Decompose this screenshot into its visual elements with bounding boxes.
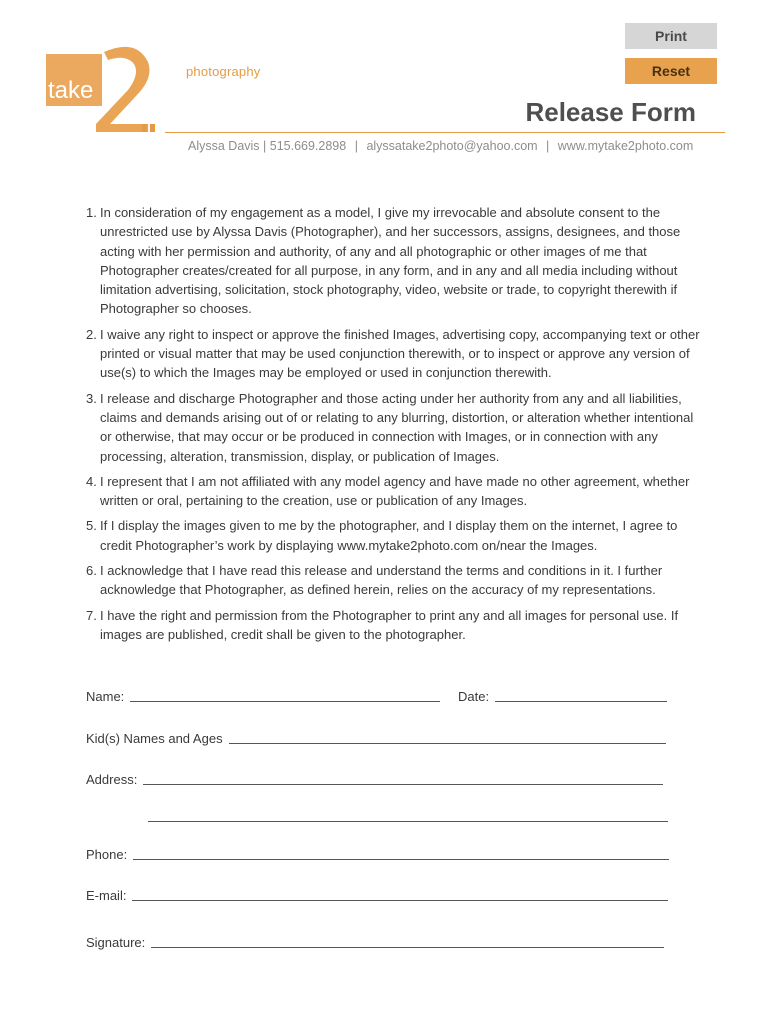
clause-4: 4. I represent that I am not affiliated with any model agency and have made no other agreement, whether written or oral, pertaining to the creation, use or publication of any Images. bbox=[86, 473, 690, 509]
address-field[interactable] bbox=[86, 772, 663, 787]
address-label: Address: bbox=[86, 772, 138, 787]
date-field[interactable] bbox=[458, 689, 667, 704]
signature-label: Signature: bbox=[86, 935, 146, 950]
contact-separator: | bbox=[546, 139, 550, 153]
clause-2: 2. I waive any right to inspect or approve the finished Images, advertising copy, accompanying text or other printed or visual matter that may be used conjunction therewith, or to inspect or approve any version of use(s) to which the Images may be employed or used in conjunction therewith. bbox=[86, 326, 700, 381]
contact-website: www.mytake2photo.com bbox=[557, 139, 694, 153]
page-title: Release Form bbox=[525, 97, 696, 127]
name-input-line[interactable] bbox=[130, 701, 440, 702]
clause-3: 3. I release and discharge Photographer and those acting under her authority from any and all liabilities, claims and demands arising out of or relating to any blurring, distortion, or alteration whether intentional or otherwise, that may occur or be produced in connection with Images, or in connection with any processing, alteration, transmission, display, or publication of Images. bbox=[86, 390, 694, 464]
clause-5: 5. If I display the images given to me by the photographer, and I display them on the internet, I agree to credit Photographer’s work by displaying www.mytake2photo.com on/near the Images. bbox=[86, 518, 678, 553]
name-field[interactable] bbox=[86, 689, 440, 704]
name-label: Name: bbox=[86, 689, 125, 704]
phone-label: Phone: bbox=[86, 847, 128, 862]
signature-field[interactable] bbox=[86, 935, 664, 950]
logo-take-text: take bbox=[48, 77, 94, 104]
date-input-line[interactable] bbox=[495, 701, 667, 702]
email-label: E-mail: bbox=[86, 888, 127, 903]
contact-email: alyssatake2photo@yahoo.com bbox=[366, 139, 538, 153]
logo-photography-text: photography bbox=[186, 64, 261, 79]
take2-logo bbox=[44, 44, 194, 139]
clause-6: 6. I acknowledge that I have read this release and understand the terms and conditions in it. I further acknowledge that Photographer, as defined herein, relies on the accuracy of my representations. bbox=[86, 563, 663, 598]
logo-dot-1 bbox=[142, 124, 147, 132]
email-field[interactable] bbox=[86, 888, 668, 903]
signature-input-line[interactable] bbox=[151, 947, 664, 948]
release-clauses bbox=[86, 203, 706, 650]
title-divider bbox=[165, 132, 725, 133]
logo-dot-2 bbox=[150, 124, 155, 132]
address-input-line-1[interactable] bbox=[143, 784, 663, 785]
contact-name: Alyssa Davis | bbox=[188, 139, 267, 153]
phone-input-line[interactable] bbox=[133, 859, 669, 860]
kids-input-line[interactable] bbox=[229, 743, 666, 744]
phone-field[interactable] bbox=[86, 847, 669, 862]
reset-button[interactable]: Reset bbox=[625, 58, 717, 84]
contact-phone: 515.669.2898 bbox=[269, 139, 347, 153]
email-input-line[interactable] bbox=[132, 900, 668, 901]
clause-1: 1. In consideration of my engagement as a model, I give my irrevocable and absolute consent to the unrestricted use by Alyssa Davis (Photographer), and her successors, assigns, designees, and those acting with her permission and authority, of any and all photographic or other images of me that Photographer creates/created for all purpose, in any form, and in any and all media including without limitation advertising, solicitation, stock photography, video, website or trade, to copyright therewith if Photographer so chooses. bbox=[86, 205, 681, 317]
contact-separator: | bbox=[354, 139, 358, 153]
contact-line bbox=[188, 139, 693, 153]
logo-two-shape bbox=[96, 47, 150, 132]
kids-field[interactable] bbox=[86, 731, 666, 746]
date-label: Date: bbox=[458, 689, 490, 704]
kids-label: Kid(s) Names and Ages bbox=[86, 731, 223, 746]
clause-7: 7. I have the right and permission from the Photographer to print any and all images for personal use. If images are published, credit shall be given to the photographer. bbox=[86, 607, 679, 642]
print-button[interactable]: Print bbox=[625, 23, 717, 49]
address-input-line-2[interactable] bbox=[148, 821, 668, 822]
